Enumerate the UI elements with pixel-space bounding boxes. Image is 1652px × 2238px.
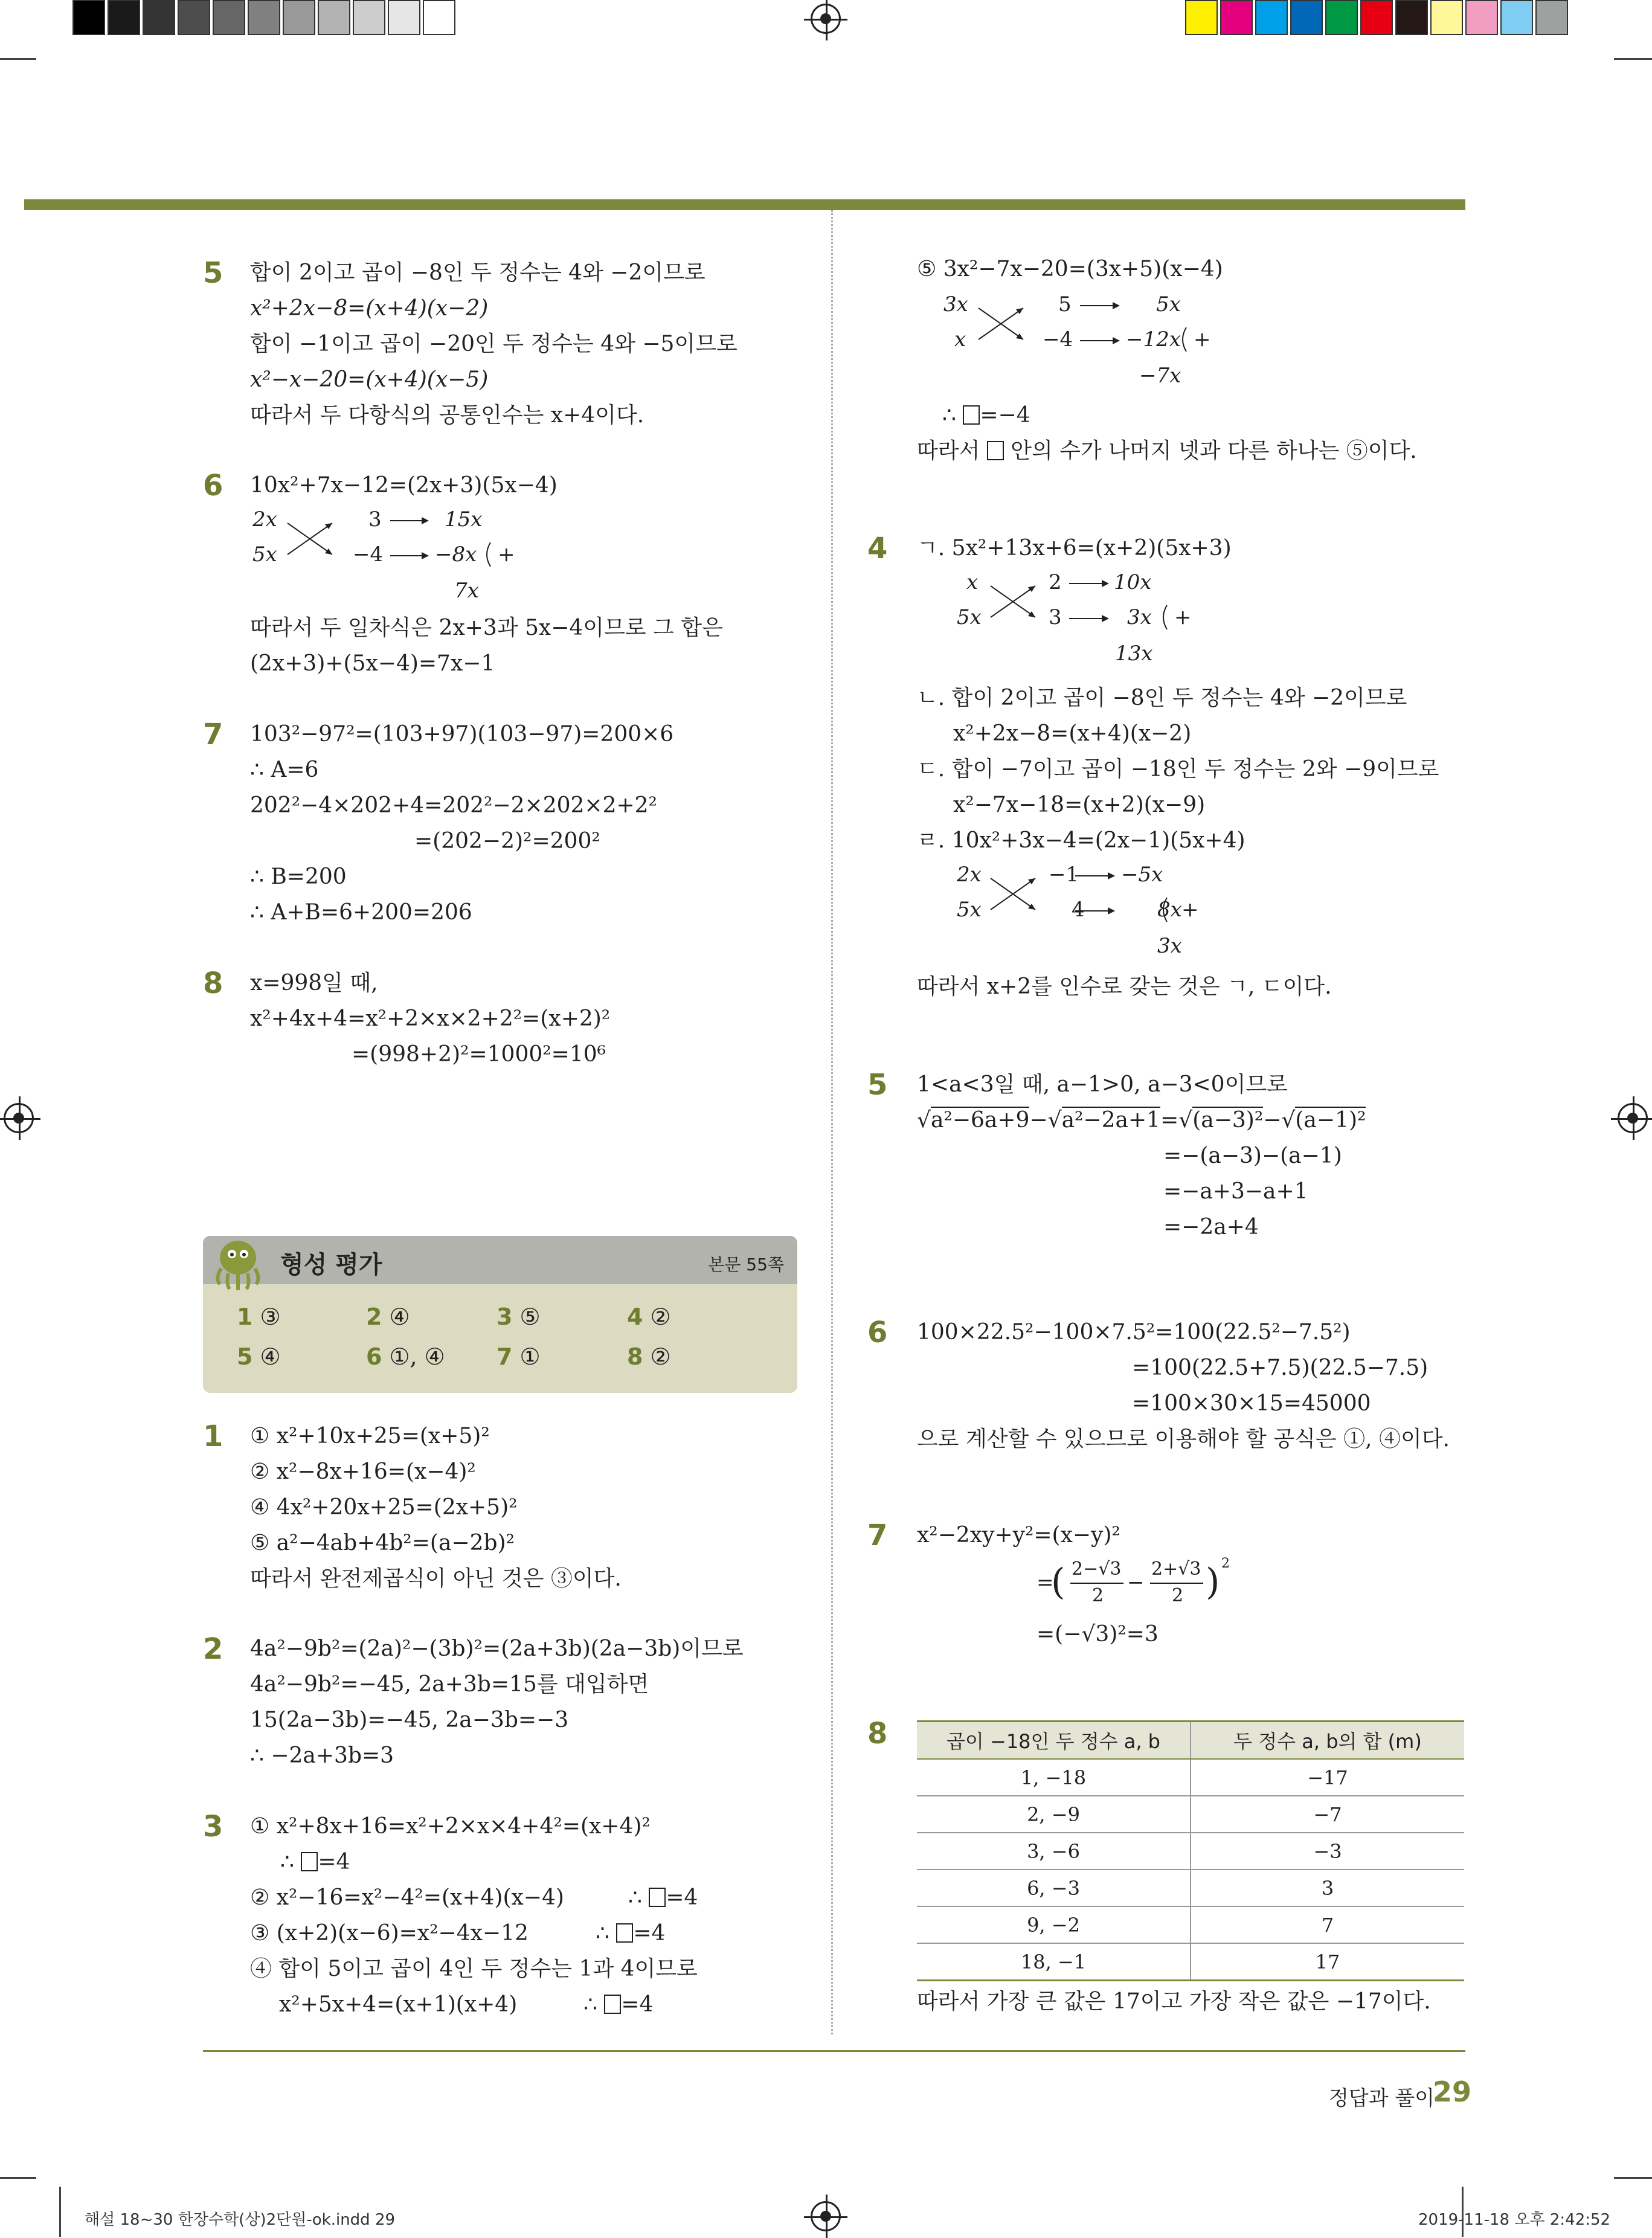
solution-line: ④ 4x²+20x+25=(2x+5)² <box>250 1495 518 1520</box>
print-date-info: 2019-11-18 오후 2:42:52 <box>1418 2211 1611 2229</box>
equals-sign: = <box>1037 1571 1054 1595</box>
fraction-numerator: 2+√3 <box>1151 1558 1201 1580</box>
cross-b: 5x <box>957 898 982 922</box>
solution-line: 4a²−9b²=(2a)²−(3b)²=(2a+3b)(2a−3b)이므로 <box>250 1636 744 1661</box>
solution-line: 합이 −1이고 곱이 −20인 두 정수는 4와 −5이므로 <box>250 332 738 356</box>
cross-a: 3x <box>943 292 968 317</box>
color-swatch <box>108 0 140 35</box>
fraction-bar <box>1070 1583 1123 1584</box>
blank-box <box>649 1888 666 1907</box>
solution-line: ④ 합이 5이고 곱이 4인 두 정수는 1과 4이므로 <box>250 1957 698 1981</box>
problem-number: 5 <box>203 256 223 290</box>
color-swatch <box>72 0 105 35</box>
problem-number: 8 <box>867 1717 888 1751</box>
page-footer-label: 정답과 풀이 <box>1329 2086 1435 2111</box>
cross-multiplication <box>942 863 1232 965</box>
cross-plus: + <box>1174 605 1192 629</box>
solution-line: ⑤ 3x²−7x−20=(3x+5)(x−4) <box>917 257 1223 281</box>
sqrt-sign: √ <box>917 1108 931 1133</box>
solution-line: =100(22.5+7.5)(22.5−7.5) <box>1132 1355 1429 1380</box>
answer-item: 1 ③ <box>237 1304 281 1330</box>
octopus-icon <box>211 1236 269 1290</box>
registration-mark-right <box>1618 1103 1648 1133</box>
cross-sum: −7x <box>1139 364 1181 388</box>
cross-multiplication <box>250 507 528 610</box>
problem-number: 6 <box>867 1316 888 1349</box>
cross-f: 8x <box>1157 898 1182 922</box>
solution-line: ∴ B=200 <box>250 864 347 889</box>
sqrt-sign: √ <box>1281 1108 1296 1133</box>
cross-d: 4 <box>1072 898 1085 922</box>
color-swatch <box>1500 0 1533 35</box>
color-swatch <box>1360 0 1393 35</box>
solution-line: x²+5x+4=(x+1)(x+4) <box>279 1992 518 2017</box>
crop-mark <box>59 2187 61 2237</box>
problem-number: 5 <box>867 1068 888 1102</box>
gray-color-bar <box>72 0 464 35</box>
solution-line: 103²−97²=(103+97)(103−97)=200×6 <box>250 722 674 747</box>
cross-plus: + <box>1181 898 1199 922</box>
solution-line: ∴ =4 <box>583 1992 654 2017</box>
color-swatch <box>1220 0 1253 35</box>
cross-d: −4 <box>1043 327 1073 352</box>
color-swatch <box>213 0 245 35</box>
problem-number: 8 <box>203 966 223 1000</box>
bottom-rule <box>203 2050 1465 2052</box>
cross-lines <box>917 292 1231 353</box>
solution-line: =(998+2)²=1000²=10⁶ <box>352 1042 606 1067</box>
header-band <box>24 199 1465 210</box>
evaluation-title: 형성 평가 <box>280 1251 382 1279</box>
sqrt-sign: √ <box>1178 1108 1193 1133</box>
right-paren: ) <box>1206 1561 1220 1603</box>
solution-line: x=998일 때, <box>250 971 378 995</box>
solution-line: 따라서 안의 수가 나머지 넷과 다른 하나는 ⑤이다. <box>917 439 1417 463</box>
cross-b: 5x <box>252 542 277 567</box>
fraction-denominator: 2 <box>1172 1585 1184 1606</box>
color-swatch <box>1255 0 1288 35</box>
cross-multiplication <box>917 292 1231 395</box>
color-swatch <box>1395 0 1428 35</box>
problem-number: 2 <box>203 1632 223 1666</box>
cross-d: 3 <box>1049 605 1062 629</box>
cross-e: 10x <box>1114 570 1152 594</box>
solution-line: 100×22.5²−100×7.5²=100(22.5²−7.5²) <box>917 1320 1351 1345</box>
solution-line: ㄷ. 합이 −7이고 곱이 −18인 두 정수는 2와 −9이므로 <box>917 757 1439 782</box>
color-swatch <box>1535 0 1568 35</box>
cross-multiplication <box>942 570 1232 673</box>
solution-line: 15(2a−3b)=−45, 2a−3b=−3 <box>250 1708 569 1732</box>
solution-line: ㄴ. 합이 2이고 곱이 −8인 두 정수는 4와 −2이므로 <box>917 686 1407 710</box>
sqrt-sign: √ <box>1047 1108 1062 1133</box>
cross-c: 3 <box>368 507 382 532</box>
blank-box <box>616 1923 633 1943</box>
cross-sum: 13x <box>1115 641 1153 666</box>
cross-a: 2x <box>252 507 277 532</box>
crop-mark <box>1614 2177 1652 2179</box>
fraction-bar <box>1150 1583 1203 1584</box>
solution-line: 202²−4×202+4=202²−2×202×2+2² <box>250 793 657 818</box>
table-row: 6, −3 3 <box>917 1870 1464 1906</box>
crop-mark <box>0 2177 36 2179</box>
solution-line: x²+2x−8=(x+4)(x−2) <box>250 296 489 321</box>
cross-b: 5x <box>957 605 982 629</box>
cross-a: 2x <box>957 863 982 887</box>
solution-line: 1<a<3일 때, a−1>0, a−3<0이므로 <box>917 1072 1288 1097</box>
solution-line: ∴ A=6 <box>250 757 319 782</box>
problem-number: 3 <box>203 1810 223 1844</box>
solution-line: ∴ =4 <box>596 1921 666 1946</box>
solution-line: ② x²−16=x²−4²=(x+4)(x−4) <box>250 1885 564 1910</box>
problem-number: 6 <box>203 469 223 503</box>
cross-sum: 3x <box>1157 934 1182 958</box>
solution-line: 4a²−9b²=−45, 2a+3b=15를 대입하면 <box>250 1672 649 1697</box>
cross-d: −4 <box>353 542 384 567</box>
registration-mark-bottom <box>811 2201 841 2231</box>
table-row: 3, −6 −3 <box>917 1833 1464 1870</box>
page-number: 29 <box>1433 2076 1472 2108</box>
solution-line: 따라서 x+2를 인수로 갖는 것은 ㄱ, ㄷ이다. <box>917 974 1332 999</box>
answer-item: 2 ④ <box>366 1304 410 1330</box>
table-row: 9, −2 7 <box>917 1906 1464 1943</box>
solution-line: ㄹ. 10x²+3x−4=(2x−1)(5x+4) <box>917 828 1245 853</box>
solution-line: 따라서 가장 큰 값은 17이고 가장 작은 값은 −17이다. <box>917 1989 1431 2014</box>
color-swatch <box>388 0 420 35</box>
solution-line: =−2a+4 <box>1163 1215 1259 1240</box>
solution-line: x²+2x−8=(x+4)(x−2) <box>953 721 1192 746</box>
answer-item: 6 ①, ④ <box>366 1343 445 1370</box>
cross-a: x <box>966 570 979 594</box>
cross-lines <box>250 507 528 568</box>
color-swatch <box>318 0 350 35</box>
solution-line: ② x²−8x+16=(x−4)² <box>250 1459 476 1484</box>
solution-line: ∴ A+B=6+200=206 <box>250 900 472 925</box>
solution-line: x²−x−20=(x+4)(x−5) <box>250 367 489 392</box>
registration-mark-left <box>4 1103 34 1133</box>
table-row: 18, −1 17 <box>917 1943 1464 1981</box>
answer-item: 4 ② <box>627 1304 671 1330</box>
exponent: 2 <box>1221 1556 1230 1571</box>
answer-item: 8 ② <box>627 1343 671 1370</box>
problem-number: 7 <box>203 718 223 751</box>
solution-line: √a²−6a+9−√a²−2a+1=√(a−3)²−√(a−1)² <box>917 1108 1366 1133</box>
crop-mark <box>0 58 36 60</box>
registration-mark-top <box>811 4 841 34</box>
answer-item: 7 ① <box>497 1343 541 1370</box>
cross-plus: + <box>498 542 515 567</box>
answer-item: 3 ⑤ <box>497 1304 541 1330</box>
solution-line: ③ (x+2)(x−6)=x²−4x−12 <box>250 1921 529 1946</box>
solution-line: =(202−2)²=200² <box>414 829 600 854</box>
cross-c: 5 <box>1058 292 1072 317</box>
sum-table <box>917 1720 1464 1981</box>
solution-line: ① x²+10x+25=(x+5)² <box>250 1424 490 1449</box>
solution-line: =(−√3)²=3 <box>1037 1622 1159 1647</box>
solution-line: x²−2xy+y²=(x−y)² <box>917 1523 1120 1548</box>
blank-box <box>604 1995 621 2014</box>
color-swatch <box>1185 0 1218 35</box>
solution-line: =100×30×15=45000 <box>1132 1391 1371 1416</box>
solution-line: 10x²+7x−12=(2x+3)(5x−4) <box>250 473 558 498</box>
problem-number: 1 <box>203 1420 223 1453</box>
answer-item: 5 ④ <box>237 1343 281 1370</box>
left-paren: ( <box>1051 1561 1065 1603</box>
formative-evaluation-box <box>203 1236 797 1393</box>
solution-line: x²−7x−18=(x+2)(x−9) <box>953 793 1206 817</box>
cross-f: −8x <box>435 542 477 567</box>
fraction-expression <box>1037 1556 1254 1614</box>
solution-line: 따라서 두 일차식은 2x+3과 5x−4이므로 그 합은 <box>250 616 723 640</box>
minus-sign: − <box>1127 1571 1145 1595</box>
cross-c: 2 <box>1049 570 1062 594</box>
problem-number: 7 <box>867 1519 888 1552</box>
color-swatch <box>353 0 385 35</box>
cross-b: x <box>954 327 966 352</box>
color-swatch <box>178 0 210 35</box>
solution-line: 으로 계산할 수 있으므로 이용해야 할 공식은 ①, ④이다. <box>917 1427 1450 1452</box>
color-swatch <box>1465 0 1498 35</box>
solution-line: =−(a−3)−(a−1) <box>1163 1143 1342 1168</box>
cross-e: 15x <box>445 507 483 532</box>
solution-line: ① x²+8x+16=x²+2×x×4+4²=(x+4)² <box>250 1814 651 1839</box>
solution-line: ㄱ. 5x²+13x+6=(x+2)(5x+3) <box>917 536 1232 561</box>
blank-box <box>301 1852 318 1871</box>
solution-line: 따라서 완전제곱식이 아닌 것은 ③이다. <box>250 1566 622 1591</box>
color-swatch <box>283 0 315 35</box>
solution-line: ∴ =4 <box>628 1885 698 1910</box>
evaluation-page-ref: 본문 55쪽 <box>708 1255 784 1275</box>
table-header: 곱이 −18인 두 정수 a, b <box>917 1722 1191 1760</box>
solution-line: ∴ =4 <box>280 1850 350 1874</box>
solution-line: ∴ −2a+3b=3 <box>250 1743 394 1768</box>
cross-f: 3x <box>1127 605 1152 629</box>
fraction-denominator: 2 <box>1092 1585 1104 1606</box>
cross-plus: + <box>1194 327 1211 352</box>
print-file-info: 해설 18~30 한장수학(상)2단원-ok.indd 29 <box>85 2211 396 2229</box>
column-divider <box>831 210 833 2034</box>
problem-number: 4 <box>867 532 888 565</box>
table-row: 1, −18 −17 <box>917 1759 1464 1796</box>
solution-line: ∴ =−4 <box>942 403 1030 428</box>
cross-c: −1 <box>1049 863 1079 887</box>
cross-sum: 7x <box>454 579 479 603</box>
crop-mark <box>1614 58 1652 60</box>
table-row: 2, −9 −7 <box>917 1796 1464 1833</box>
solution-line: (2x+3)+(5x−4)=7x−1 <box>250 651 495 676</box>
solution-line: ⑤ a²−4ab+4b²=(a−2b)² <box>250 1531 515 1555</box>
table-header: 두 정수 a, b의 합 (m) <box>1191 1722 1464 1760</box>
color-swatch <box>1430 0 1463 35</box>
solution-line: x²+4x+4=x²+2×x×2+2²=(x+2)² <box>250 1006 611 1031</box>
color-swatch <box>423 0 455 35</box>
cross-e: 5x <box>1156 292 1181 317</box>
cross-f: −12x <box>1126 327 1181 352</box>
blank-box <box>987 441 1004 460</box>
color-swatch <box>1290 0 1323 35</box>
blank-box <box>963 405 980 425</box>
cross-e: −5x <box>1121 863 1163 887</box>
fraction-numerator: 2−√3 <box>1072 1558 1122 1580</box>
solution-line: 합이 2이고 곱이 −8인 두 정수는 4와 −2이므로 <box>250 260 705 285</box>
color-swatch <box>1325 0 1358 35</box>
solution-line: =−a+3−a+1 <box>1163 1179 1308 1204</box>
solution-line: 따라서 두 다항식의 공통인수는 x+4이다. <box>250 403 644 428</box>
process-color-bar <box>1185 0 1576 35</box>
color-swatch <box>143 0 175 35</box>
color-swatch <box>248 0 280 35</box>
